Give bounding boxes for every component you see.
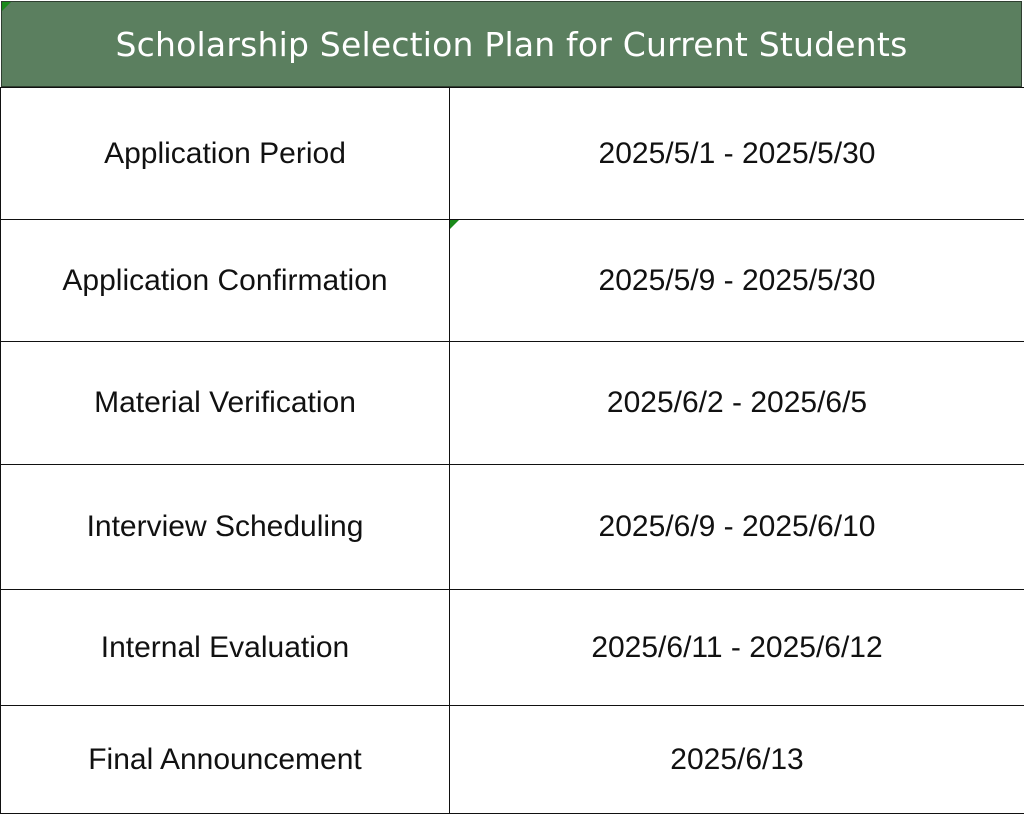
table-row [1, 590, 1024, 706]
table-header [1, 1, 1022, 87]
table-row [1, 342, 1024, 465]
date-range-cell[interactable]: 2025/6/13 [450, 706, 1024, 814]
table-title: Scholarship Selection Plan for Current Students [115, 24, 908, 64]
stage-cell[interactable]: Final Announcement [1, 706, 450, 814]
table-row [1, 465, 1024, 590]
stage-cell[interactable]: Material Verification [1, 342, 450, 465]
stage-cell[interactable]: Application Confirmation [1, 220, 450, 342]
date-range-cell[interactable]: 2025/6/9 - 2025/6/10 [450, 465, 1024, 590]
cell-comment-marker-icon [2, 2, 11, 11]
schedule-table [0, 87, 1024, 814]
cell-comment-marker-icon [450, 220, 459, 229]
table-row [1, 706, 1024, 814]
table-row [1, 88, 1024, 220]
stage-cell[interactable]: Internal Evaluation [1, 590, 450, 706]
stage-cell[interactable]: Interview Scheduling [1, 465, 450, 590]
stage-cell[interactable]: Application Period [1, 88, 450, 220]
date-range-cell[interactable]: 2025/6/2 - 2025/6/5 [450, 342, 1024, 465]
date-range-cell[interactable]: 2025/6/11 - 2025/6/12 [450, 590, 1024, 706]
date-range-cell[interactable]: 2025/5/9 - 2025/5/30 [450, 220, 1024, 342]
date-range-cell[interactable]: 2025/5/1 - 2025/5/30 [450, 88, 1024, 220]
table-row [1, 220, 1024, 342]
